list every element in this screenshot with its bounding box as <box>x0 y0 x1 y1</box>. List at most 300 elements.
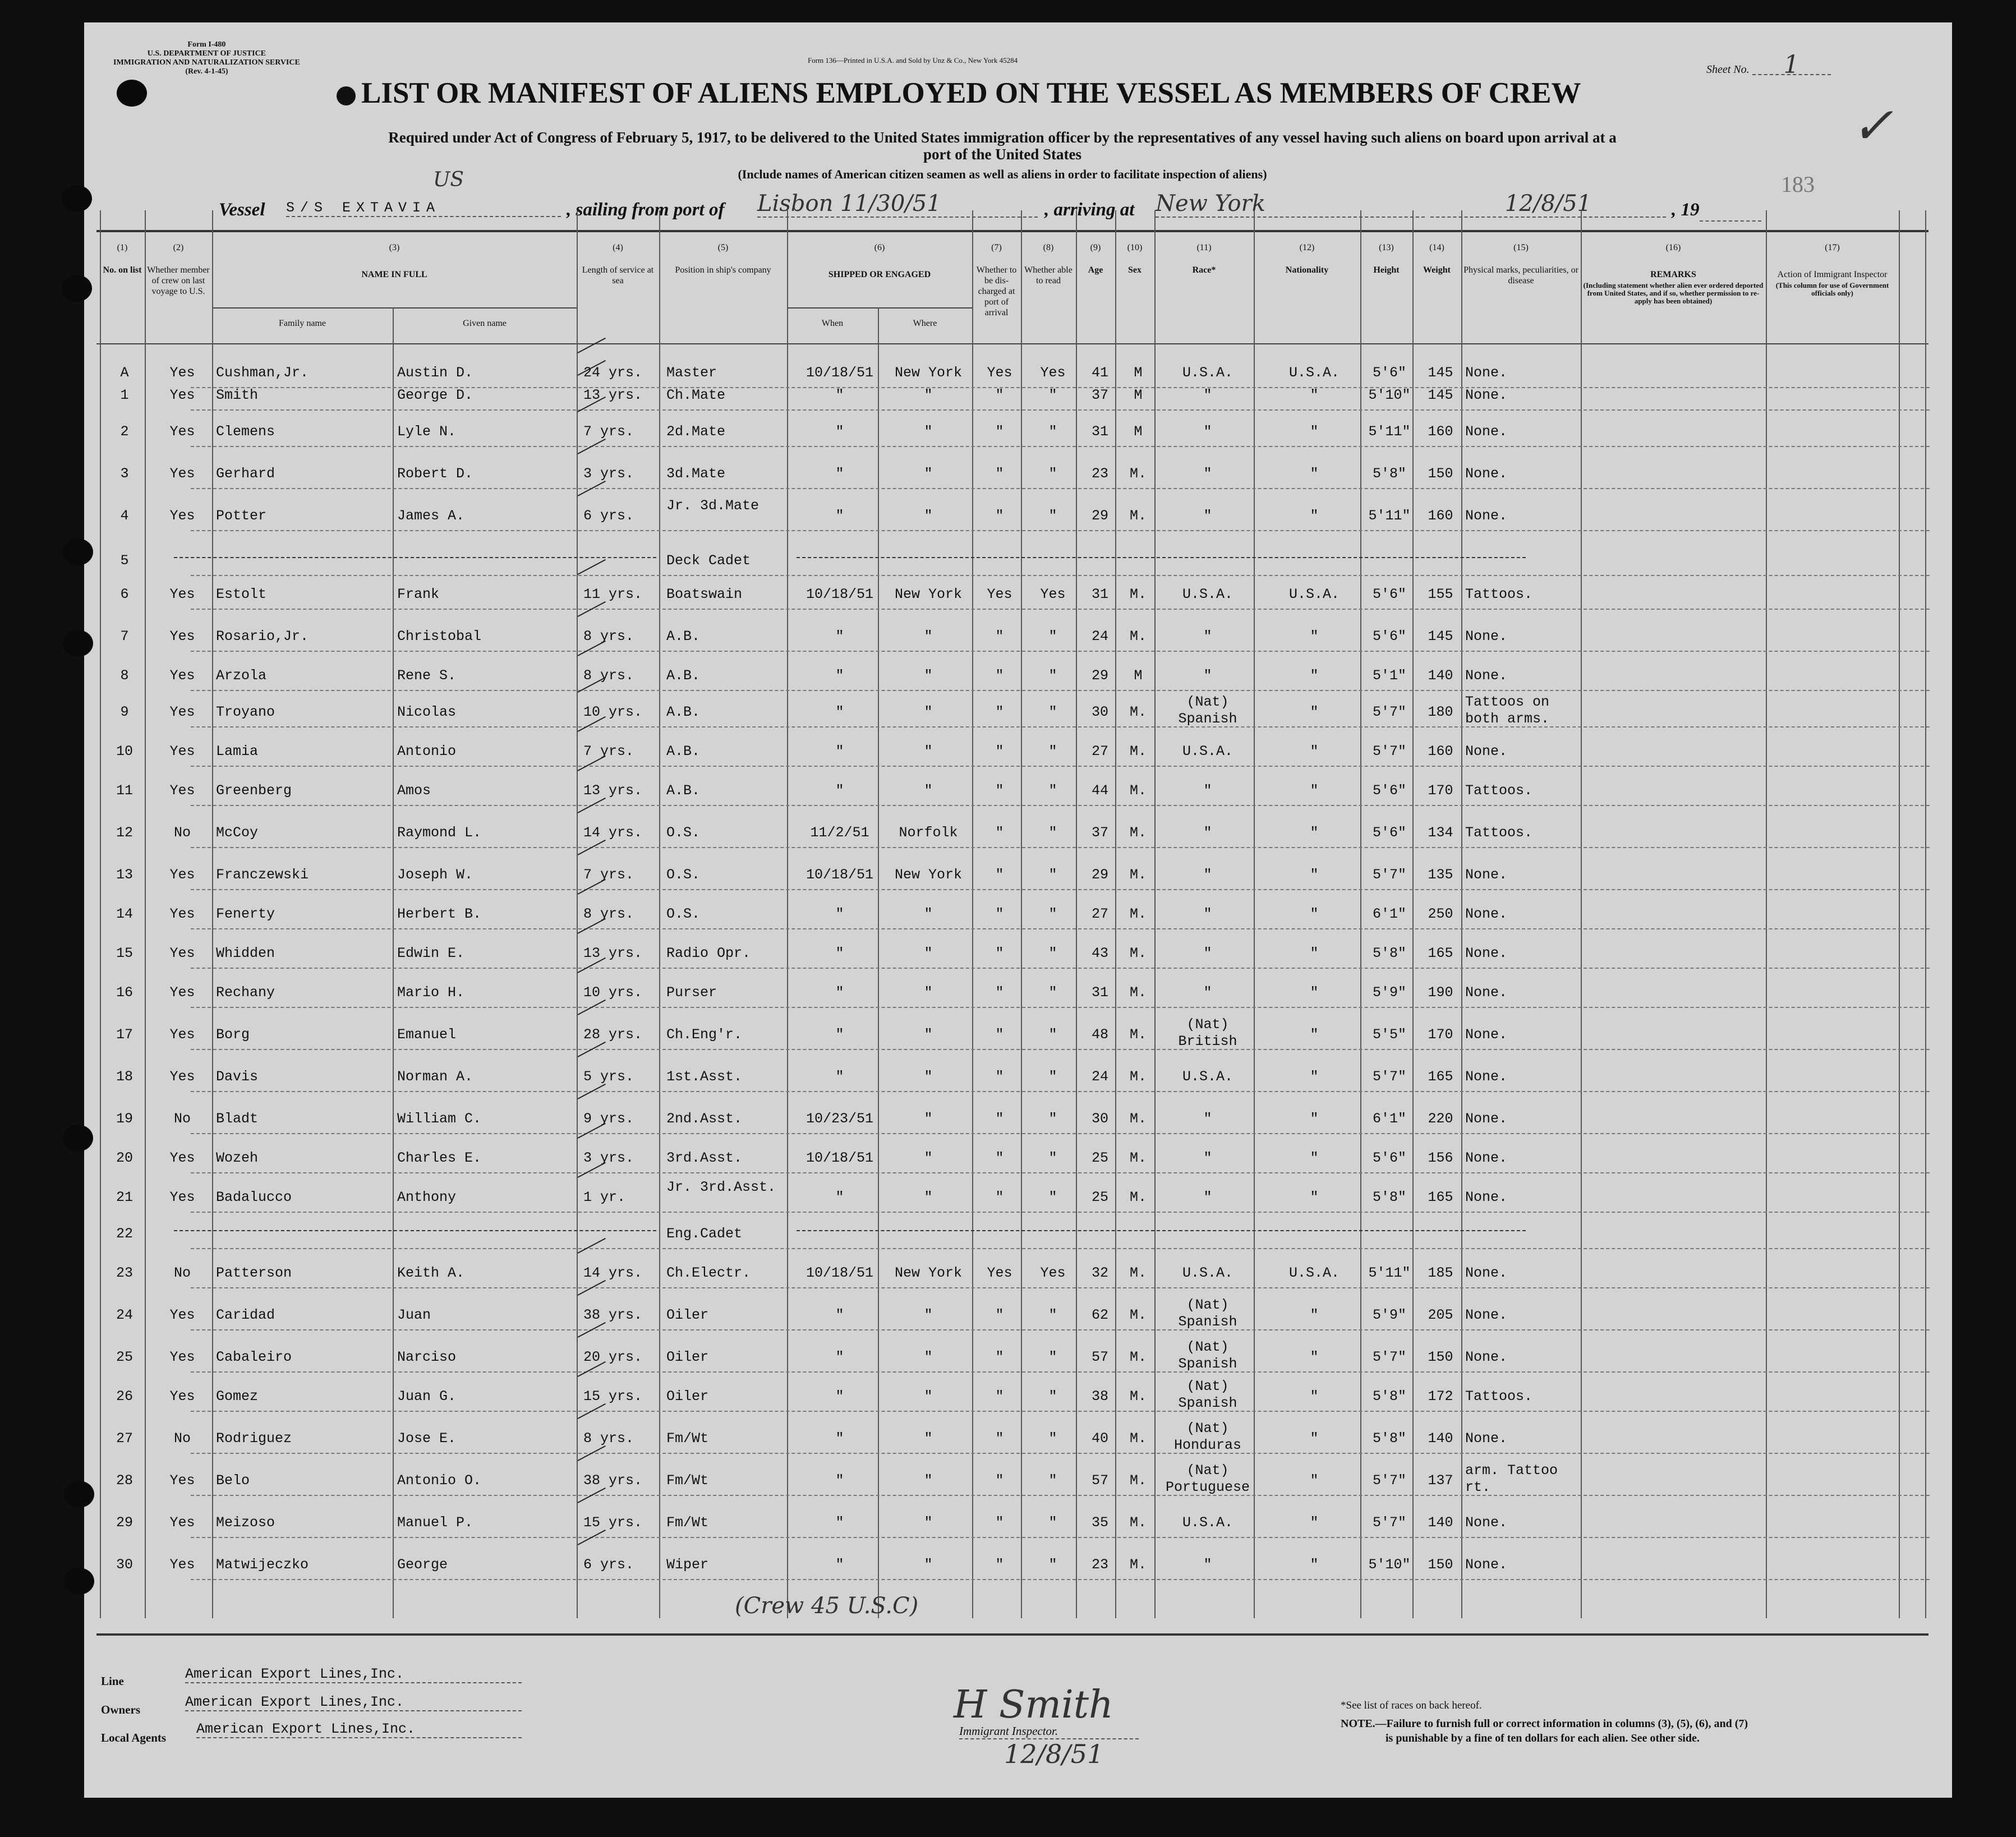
row-number: 8 <box>120 667 129 684</box>
cell-family: Caridad <box>216 1307 275 1323</box>
punch-hole <box>62 275 92 302</box>
cell-position: Ch.Electr. <box>666 1265 751 1281</box>
column-number: (10) <box>1127 243 1143 252</box>
column-number: (14) <box>1429 243 1444 252</box>
cell-position: 3rd.Asst. <box>666 1150 743 1166</box>
cell-read: " <box>1048 782 1057 799</box>
cell-position: Deck Cadet <box>666 553 751 569</box>
cell-where: " <box>924 704 933 720</box>
punch-hole <box>62 185 92 212</box>
department: U.S. DEPARTMENT OF JUSTICE <box>147 49 266 58</box>
row-number: 12 <box>116 825 133 841</box>
cell-given: Narciso <box>397 1349 457 1365</box>
cell-where: " <box>924 466 933 482</box>
cell-race: U.S.A. <box>1182 586 1233 602</box>
column-label: Length of service at sea <box>582 265 654 286</box>
cell-service: 13 yrs. <box>583 782 643 799</box>
cell-last: Yes <box>169 1307 195 1323</box>
cell-race: " <box>1203 1189 1212 1205</box>
cell-nat: " <box>1310 1150 1319 1166</box>
column-number: (16) <box>1665 243 1681 252</box>
row-number: 13 <box>116 867 133 883</box>
cell-when: " <box>835 1189 844 1205</box>
column-sublabel: Given name <box>463 319 507 328</box>
cell-marks: None. <box>1465 1026 1508 1043</box>
cell-last: Yes <box>169 1069 195 1085</box>
cell-given: James A. <box>397 508 465 524</box>
cell-read: " <box>1048 423 1057 440</box>
row-divider <box>191 1049 1930 1050</box>
cell-weight: 145 <box>1428 365 1453 381</box>
cell-given: Lyle N. <box>397 423 457 440</box>
cell-given: Antonio <box>397 743 457 759</box>
row-number: 10 <box>116 743 133 759</box>
cell-read: " <box>1048 1150 1057 1166</box>
cell-when: 10/23/51 <box>806 1111 874 1127</box>
cell-family: Belo <box>216 1472 250 1489</box>
row-number: 25 <box>116 1349 133 1365</box>
arriving-label: , arriving at <box>1044 200 1135 220</box>
cell-when: 11/2/51 <box>810 825 869 841</box>
cell-age: 29 <box>1091 508 1108 524</box>
row-number: 18 <box>116 1069 133 1085</box>
cell-nat: " <box>1310 945 1319 961</box>
row-divider <box>191 889 1930 890</box>
cell-marks: None. <box>1465 1111 1508 1127</box>
cell-disch: " <box>995 466 1004 482</box>
cell-position: 1st.Asst. <box>666 1069 743 1085</box>
cell-nat: " <box>1310 867 1319 883</box>
cell-given: Joseph W. <box>397 867 473 883</box>
col-line <box>145 210 146 1618</box>
cell-when: 10/18/51 <box>806 586 874 602</box>
cell-disch: " <box>995 1557 1004 1573</box>
cell-height: 5'11" <box>1368 508 1411 524</box>
cell-last: Yes <box>169 1388 195 1405</box>
row-divider <box>191 1537 1930 1538</box>
cell-family: McCoy <box>216 825 259 841</box>
cell-given: Nicolas <box>397 704 457 720</box>
cell-sex: M. <box>1129 782 1147 799</box>
cell-when: " <box>835 945 844 961</box>
row-number: 15 <box>116 945 133 961</box>
cell-nat: " <box>1310 1349 1319 1365</box>
row-number: 9 <box>120 704 129 720</box>
cell-weight: 220 <box>1428 1111 1453 1127</box>
fine-note-2: is punishable by a fine of ten dollars for each alien. See other side. <box>1386 1732 1700 1744</box>
cell-position: A.B. <box>666 743 701 759</box>
inspector-signature: H Smith <box>954 1683 1113 1727</box>
cell-read: " <box>1048 466 1057 482</box>
cell-marks: None. <box>1465 628 1508 644</box>
row-number: 22 <box>116 1226 133 1242</box>
cell-weight: 155 <box>1428 586 1453 602</box>
cell-weight: 180 <box>1428 704 1453 720</box>
cell-weight: 156 <box>1428 1150 1453 1166</box>
cell-when: " <box>835 1430 844 1447</box>
cell-race: " <box>1203 984 1212 1001</box>
cell-disch: " <box>995 906 1004 922</box>
cell-given: Austin D. <box>397 365 473 381</box>
cell-family: Meizoso <box>216 1514 275 1531</box>
cell-family: Rosario,Jr. <box>216 628 309 644</box>
row-divider <box>191 928 1930 929</box>
cell-given: Amos <box>397 782 431 799</box>
cell-read: " <box>1048 1388 1057 1405</box>
cell-disch: " <box>995 1514 1004 1531</box>
cell-given: Jose E. <box>397 1430 457 1447</box>
cell-where: " <box>924 667 933 684</box>
cell-family: Rodriguez <box>216 1430 292 1447</box>
cell-where: " <box>924 1430 933 1447</box>
cell-last: Yes <box>169 1026 195 1043</box>
cell-sex: M. <box>1129 1514 1147 1531</box>
cell-read: " <box>1048 1514 1057 1531</box>
cell-race: " <box>1203 628 1212 644</box>
cell-weight: 150 <box>1428 466 1453 482</box>
punch-hole <box>117 80 147 107</box>
cell-sex: M. <box>1129 984 1147 1001</box>
cell-family: Smith <box>216 387 259 403</box>
cell-age: 48 <box>1091 1026 1108 1043</box>
cell-position: Oiler <box>666 1307 709 1323</box>
cell-given: Robert D. <box>397 466 473 482</box>
cell-weight: 150 <box>1428 1349 1453 1365</box>
cell-where: " <box>924 387 933 403</box>
cell-height: 5'8" <box>1372 945 1406 961</box>
cell-given: Herbert B. <box>397 906 482 922</box>
column-sublabel: Where <box>913 319 937 328</box>
cell-position: O.S. <box>666 906 701 922</box>
cell-position: A.B. <box>666 628 701 644</box>
sheet-number: Sheet No. 1 <box>1706 56 1831 76</box>
cell-service: 9 yrs. <box>583 1111 634 1127</box>
form-id-block <box>113 40 300 76</box>
cell-last: Yes <box>169 743 195 759</box>
cell-sex: M. <box>1129 704 1147 720</box>
cell-height: 5'10" <box>1368 387 1411 403</box>
column-number: (6) <box>874 243 885 252</box>
crew-count-note: (Crew 45 U.S.C) <box>735 1593 919 1619</box>
row-divider <box>191 1133 1930 1134</box>
cell-nat: U.S.A. <box>1288 1265 1340 1281</box>
cell-read: Yes <box>1040 365 1066 381</box>
cell-last: Yes <box>169 1557 195 1573</box>
cell-service: 15 yrs. <box>583 1514 643 1531</box>
column-label: Whether able to read <box>1024 265 1073 286</box>
inspector-date: 12/8/51 <box>1004 1739 1104 1769</box>
row-divider <box>191 1287 1930 1288</box>
cell-service: 8 yrs. <box>583 906 634 922</box>
cell-height: 5'7" <box>1372 1472 1406 1489</box>
row-number: 1 <box>120 387 129 403</box>
cell-position: 2d.Mate <box>666 423 726 440</box>
cell-last: Yes <box>169 365 195 381</box>
cell-where: " <box>924 1557 933 1573</box>
cell-race: " <box>1203 1557 1212 1573</box>
cell-marks: arm. Tattoo rt. <box>1465 1462 1558 1495</box>
table-header-border <box>96 343 1928 344</box>
cell-marks: None. <box>1465 1557 1508 1573</box>
cell-last: No <box>173 1430 191 1447</box>
punch-hole <box>64 1568 94 1595</box>
cell-height: 5'9" <box>1372 1307 1406 1323</box>
cell-read: " <box>1048 1557 1057 1573</box>
cell-weight: 205 <box>1428 1307 1453 1323</box>
cell-family: Lamia <box>216 743 259 759</box>
cell-age: 41 <box>1091 365 1108 381</box>
cell-read: " <box>1048 867 1057 883</box>
cell-sex: M. <box>1129 1069 1147 1085</box>
cell-age: 24 <box>1091 1069 1108 1085</box>
cell-read: " <box>1048 704 1057 720</box>
cell-service: 11 yrs. <box>583 586 643 602</box>
cell-where: " <box>924 1111 933 1127</box>
cell-last: No <box>173 825 191 841</box>
cell-age: 30 <box>1091 704 1108 720</box>
cell-last: Yes <box>169 586 195 602</box>
cell-last: No <box>173 1265 191 1281</box>
cell-race: U.S.A. <box>1182 743 1233 759</box>
cell-when: " <box>835 628 844 644</box>
cell-given: Keith A. <box>397 1265 465 1281</box>
punch-hole <box>63 630 93 657</box>
cell-family: Cushman,Jr. <box>216 365 309 381</box>
cell-position: Fm/Wt <box>666 1472 709 1489</box>
cell-age: 32 <box>1091 1265 1108 1281</box>
cell-read: " <box>1048 1430 1057 1447</box>
column-label: Physical marks, peculiarities, or disease <box>1463 265 1578 286</box>
cell-height: 5'6" <box>1372 365 1406 381</box>
arriving-port: New York <box>1156 191 1425 218</box>
row-divider <box>191 1495 1930 1496</box>
row-divider <box>191 488 1930 489</box>
cell-sex: M. <box>1129 743 1147 759</box>
cell-sex: M. <box>1129 1026 1147 1043</box>
cell-race: " <box>1203 906 1212 922</box>
cell-nat: " <box>1310 984 1319 1001</box>
cell-service: 10 yrs. <box>583 984 643 1001</box>
cell-weight: 170 <box>1428 1026 1453 1043</box>
table-bottom-border <box>96 1633 1928 1636</box>
blank-row-dash <box>174 1230 656 1231</box>
row-divider <box>191 609 1930 610</box>
cell-when: " <box>835 1349 844 1365</box>
cell-position: A.B. <box>666 667 701 684</box>
cell-race: " <box>1203 867 1212 883</box>
cell-service: 5 yrs. <box>583 1069 634 1085</box>
column-number: (9) <box>1090 243 1101 252</box>
row-divider <box>191 409 1930 411</box>
cell-nat: " <box>1310 1430 1319 1447</box>
cell-disch: " <box>995 867 1004 883</box>
row-divider <box>191 847 1930 848</box>
cell-where: New York <box>894 586 963 602</box>
cell-when: " <box>835 782 844 799</box>
cell-sex: M. <box>1129 867 1147 883</box>
row-number: 19 <box>116 1111 133 1127</box>
row-number: A <box>120 365 129 381</box>
cell-given: Mario H. <box>397 984 465 1001</box>
cell-read: " <box>1048 1307 1057 1323</box>
cell-disch: " <box>995 1111 1004 1127</box>
column-number: (17) <box>1825 243 1840 252</box>
cell-where: " <box>924 1026 933 1043</box>
cell-where: " <box>924 423 933 440</box>
line-label: Line <box>101 1674 124 1688</box>
cell-disch: " <box>995 667 1004 684</box>
cell-last: Yes <box>169 508 195 524</box>
cell-position: Eng.Cadet <box>666 1226 743 1242</box>
cell-weight: 165 <box>1428 1069 1453 1085</box>
cell-given: Christobal <box>397 628 482 644</box>
cell-when: " <box>835 667 844 684</box>
cell-nat: " <box>1310 743 1319 759</box>
cell-given: William C. <box>397 1111 482 1127</box>
cell-disch: " <box>995 1150 1004 1166</box>
column-label: Whether to be dis-charged at port of arrival <box>976 265 1017 317</box>
cell-where: " <box>924 1069 933 1085</box>
cell-service: 8 yrs. <box>583 628 634 644</box>
cell-age: 29 <box>1091 867 1108 883</box>
column-number: (7) <box>991 243 1002 252</box>
column-number: (15) <box>1513 243 1529 252</box>
cell-read: " <box>1048 906 1057 922</box>
cell-age: 31 <box>1091 984 1108 1001</box>
row-divider <box>191 446 1930 447</box>
cell-nat: " <box>1310 825 1319 841</box>
column-sublabel: When <box>821 319 844 328</box>
cell-race: (Nat) Honduras <box>1173 1420 1242 1453</box>
cell-sex: M. <box>1129 1307 1147 1323</box>
row-number: 21 <box>116 1189 133 1205</box>
cell-age: 27 <box>1091 906 1108 922</box>
cell-weight: 165 <box>1428 945 1453 961</box>
cell-sex: M. <box>1129 628 1147 644</box>
cell-last: Yes <box>169 704 195 720</box>
cell-last: Yes <box>169 628 195 644</box>
column-label: Whether member of crew on last voyage to U.S. <box>147 265 210 296</box>
column-number: (3) <box>389 243 400 252</box>
cell-when: 10/18/51 <box>806 1265 874 1281</box>
cell-height: 6'1" <box>1372 1111 1406 1127</box>
cell-sex: M. <box>1129 825 1147 841</box>
cell-position: Fm/Wt <box>666 1514 709 1531</box>
column-label: Sex <box>1128 265 1142 275</box>
cell-disch: " <box>995 743 1004 759</box>
column-number: (4) <box>613 243 623 252</box>
column-number: (12) <box>1299 243 1315 252</box>
cell-read: " <box>1048 508 1057 524</box>
page-title: LIST OR MANIFEST OF ALIENS EMPLOYED ON THE VESSEL AS MEMBERS OF CREW <box>337 76 1581 110</box>
cell-position: Purser <box>666 984 717 1001</box>
column-label: REMARKS <box>1650 270 1696 279</box>
cell-position: Jr. 3rd.Asst. <box>666 1179 776 1195</box>
cell-nat: " <box>1310 423 1319 440</box>
row-number: 27 <box>116 1430 133 1447</box>
cell-weight: 185 <box>1428 1265 1453 1281</box>
cell-read: " <box>1048 945 1057 961</box>
cell-family: Potter <box>216 508 267 524</box>
cell-last: Yes <box>169 1514 195 1531</box>
owners-label: Owners <box>101 1703 140 1716</box>
col-line <box>1899 210 1900 1618</box>
row-divider <box>191 1371 1930 1373</box>
cell-family: Cabaleiro <box>216 1349 292 1365</box>
cell-family: Franczewski <box>216 867 309 883</box>
cell-when: " <box>835 906 844 922</box>
cell-service: 6 yrs. <box>583 1557 634 1573</box>
cell-weight: 140 <box>1428 667 1453 684</box>
cell-position: A.B. <box>666 704 701 720</box>
cell-marks: Tattoos. <box>1465 1388 1533 1405</box>
cell-last: Yes <box>169 667 195 684</box>
column-note: (Including statement whether alien ever ordered deported from United States, and if so, whether permission to re-apply has been obtained) <box>1583 281 1764 305</box>
cell-service: 38 yrs. <box>583 1472 643 1489</box>
row-number: 20 <box>116 1150 133 1166</box>
check-mark: ✓ <box>1851 96 1894 155</box>
cell-nat: " <box>1310 508 1319 524</box>
cell-family: Clemens <box>216 423 275 440</box>
col-line <box>393 307 394 1618</box>
cell-last: Yes <box>169 1189 195 1205</box>
cell-family: Borg <box>216 1026 250 1043</box>
cell-height: 5'8" <box>1372 1388 1406 1405</box>
col-line <box>1581 210 1582 1618</box>
cell-disch: " <box>995 423 1004 440</box>
cell-nat: U.S.A. <box>1288 365 1340 381</box>
owners-value: American Export Lines,Inc. <box>185 1694 522 1711</box>
column-number: (1) <box>117 243 128 252</box>
subtitle: Required under Act of Congress of February 5, 1917, to be delivered to the United States immigration officer by the representatives of any vessel having such aliens on board upon arrival at a port of the United States <box>388 129 1617 163</box>
cell-race: (Nat) Spanish <box>1178 1378 1237 1411</box>
cell-age: 30 <box>1091 1111 1108 1127</box>
cell-marks: None. <box>1465 743 1508 759</box>
cell-family: Rechany <box>216 984 275 1001</box>
cell-marks: None. <box>1465 906 1508 922</box>
table-top-border <box>96 230 1928 232</box>
cell-position: 2nd.Asst. <box>666 1111 743 1127</box>
cell-given: George D. <box>397 387 473 403</box>
col-line <box>659 210 660 1618</box>
cell-weight: 134 <box>1428 825 1453 841</box>
cell-service: 13 yrs. <box>583 387 643 403</box>
row-number: 29 <box>116 1514 133 1531</box>
cell-weight: 145 <box>1428 387 1453 403</box>
cell-read: " <box>1048 387 1057 403</box>
cell-disch: " <box>995 1189 1004 1205</box>
cell-race: (Nat) British <box>1178 1016 1237 1049</box>
cell-disch: Yes <box>987 586 1012 602</box>
cell-given: Norman A. <box>397 1069 473 1085</box>
cell-nat: " <box>1310 387 1319 403</box>
cell-nat: " <box>1310 667 1319 684</box>
cell-race: " <box>1203 945 1212 961</box>
cell-service: 8 yrs. <box>583 1430 634 1447</box>
cell-nat: " <box>1310 704 1319 720</box>
cell-given: Emanuel <box>397 1026 457 1043</box>
cell-sex: M. <box>1129 945 1147 961</box>
cell-position: Oiler <box>666 1388 709 1405</box>
cell-when: 10/18/51 <box>806 1150 874 1166</box>
cell-last: Yes <box>169 984 195 1001</box>
vessel-annotation: US <box>433 168 464 191</box>
cell-race: U.S.A. <box>1182 1265 1233 1281</box>
cell-sex: M. <box>1129 1349 1147 1365</box>
cell-weight: 172 <box>1428 1388 1453 1405</box>
cell-nat: " <box>1310 1189 1319 1205</box>
cell-disch: " <box>995 1472 1004 1489</box>
